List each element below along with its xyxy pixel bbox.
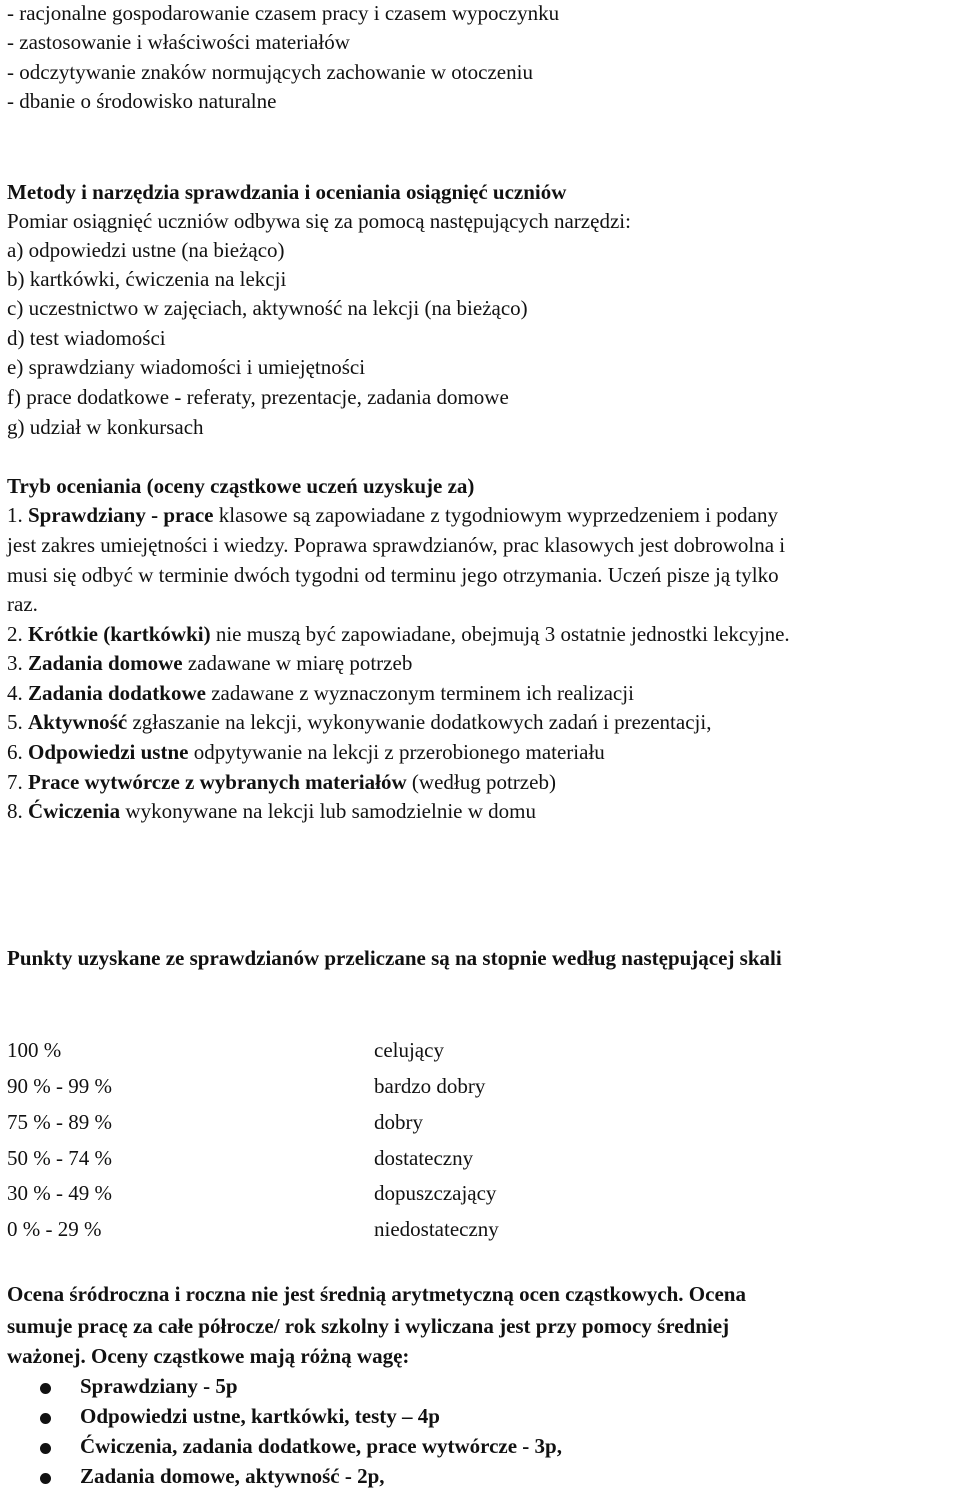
grading-item-title: Krótkie (kartkówki) [28, 622, 211, 646]
grading-item-1-cont: raz. [7, 592, 38, 616]
grading-item [7, 739, 605, 765]
methods-item: b) kartkówki, ćwiczenia na lekcji [7, 267, 287, 291]
weight-list-text: Sprawdziany - 5p [80, 1374, 238, 1398]
grading-item-text: zgłaszanie na lekcji, wykonywanie dodatkowych zadań i prezentacji, [127, 710, 712, 734]
grading-item-title: Sprawdziany - prace [28, 503, 214, 527]
scale-range: 100 % [7, 1038, 62, 1062]
intro-item: - odczytywanie znaków normujących zachowanie w otoczeniu [7, 60, 533, 84]
weights-paragraph-line: sumuje pracę za całe półrocze/ rok szkolny i wyliczana jest przy pomocy średniej [7, 1314, 730, 1338]
grading-item-number: 4. [7, 681, 28, 705]
grading-item-number: 5. [7, 710, 28, 734]
scale-row [0, 1074, 960, 1104]
scale-range: 0 % - 29 % [7, 1217, 102, 1241]
scale-range: 50 % - 74 % [7, 1146, 112, 1170]
scale-row [0, 1217, 960, 1247]
scale-range: 90 % - 99 % [7, 1074, 112, 1098]
methods-item: a) odpowiedzi ustne (na bieżąco) [7, 238, 285, 262]
bullet-icon [40, 1473, 51, 1484]
weight-list-item [0, 1374, 960, 1402]
methods-item: f) prace dodatkowe - referaty, prezentacje, zadania domowe [7, 385, 509, 409]
scale-range: 75 % - 89 % [7, 1110, 112, 1134]
scale-grade: niedostateczny [374, 1217, 499, 1241]
grading-item-number: 8. [7, 799, 28, 823]
grading-item-text: zadawane w miarę potrzeb [182, 651, 413, 675]
weight-list-text: Zadania domowe, aktywność - 2p, [80, 1464, 385, 1488]
methods-item: d) test wiadomości [7, 326, 166, 350]
bullet-icon [40, 1443, 51, 1454]
grading-heading: Tryb oceniania (oceny cząstkowe uczeń uzyskuje za) [7, 474, 475, 498]
grading-item [7, 769, 556, 795]
scale-row [0, 1146, 960, 1176]
methods-item: e) sprawdziany wiadomości i umiejętności [7, 355, 366, 379]
grading-item-text: wykonywane na lekcji lub samodzielnie w domu [120, 799, 536, 823]
bullet-icon [40, 1413, 51, 1424]
intro-item: - zastosowanie i właściwości materiałów [7, 30, 350, 54]
weight-list-text: Ćwiczenia, zadania dodatkowe, prace wytwórcze - 3p, [80, 1434, 562, 1458]
grading-item-1-cont: jest zakres umiejętności i wiedzy. Poprawa sprawdzianów, prac klasowych jest dobrowolna i [7, 533, 786, 557]
grading-item-title: Zadania dodatkowe [28, 681, 206, 705]
weights-paragraph-line: ważonej. Oceny cząstkowe mają różną wagę: [7, 1344, 410, 1368]
grading-item-text: (według potrzeb) [406, 770, 556, 794]
weight-list-text: Odpowiedzi ustne, kartkówki, testy – 4p [80, 1404, 440, 1428]
grading-item [7, 798, 536, 824]
grading-item [7, 680, 634, 706]
scale-row [0, 1038, 960, 1068]
scale-heading: Punkty uzyskane ze sprawdzianów przeliczane są na stopnie według następującej skali [7, 946, 782, 970]
grading-item-number: 1. [7, 503, 28, 527]
scale-row [0, 1110, 960, 1140]
grading-item-title: Prace wytwórcze z wybranych materiałów [28, 770, 407, 794]
scale-row [0, 1181, 960, 1211]
scale-range: 30 % - 49 % [7, 1181, 112, 1205]
grading-item-text: klasowe są zapowiadane z tygodniowym wyprzedzeniem i podany [213, 503, 778, 527]
weight-list-item [0, 1434, 960, 1462]
scale-grade: bardzo dobry [374, 1074, 486, 1098]
intro-item: - dbanie o środowisko naturalne [7, 89, 277, 113]
scale-grade: dostateczny [374, 1146, 474, 1170]
methods-heading: Metody i narzędzia sprawdzania i oceniania osiągnięć uczniów [7, 180, 567, 204]
methods-item: c) uczestnictwo w zajęciach, aktywność na lekcji (na bieżąco) [7, 296, 528, 320]
grading-item-text: odpytywanie na lekcji z przerobionego materiału [188, 740, 605, 764]
scale-grade: dopuszczający [374, 1181, 497, 1205]
grading-item-title: Aktywność [28, 710, 128, 734]
grading-item-number: 6. [7, 740, 28, 764]
scale-grade: celujący [374, 1038, 444, 1062]
grading-item-title: Odpowiedzi ustne [28, 740, 189, 764]
grading-item-number: 7. [7, 770, 28, 794]
grading-item [7, 650, 412, 676]
grading-item-number: 2. [7, 622, 28, 646]
grading-item-title: Zadania domowe [28, 651, 183, 675]
intro-item: - racjonalne gospodarowanie czasem pracy i czasem wypoczynku [7, 1, 560, 25]
grading-item-1 [7, 502, 778, 528]
grading-item-text: nie muszą być zapowiadane, obejmują 3 ostatnie jednostki lekcyjne. [210, 622, 790, 646]
bullet-icon [40, 1383, 51, 1394]
scale-grade: dobry [374, 1110, 423, 1134]
grading-item [7, 709, 711, 735]
methods-item: g) udział w konkursach [7, 415, 204, 439]
weight-list-item [0, 1464, 960, 1492]
grading-item-text: zadawane z wyznaczonym terminem ich realizacji [205, 681, 634, 705]
weight-list-item [0, 1404, 960, 1432]
weights-paragraph-line: Ocena śródroczna i roczna nie jest średnią arytmetyczną ocen cząstkowych. Ocena [7, 1282, 746, 1306]
grading-item-1-cont: musi się odbyć w terminie dwóch tygodni od terminu jego otrzymania. Uczeń pisze ją tylko [7, 563, 779, 587]
grading-item-number: 3. [7, 651, 28, 675]
grading-item-title: Ćwiczenia [28, 799, 121, 823]
methods-intro: Pomiar osiągnięć uczniów odbywa się za pomocą następujących narzędzi: [7, 209, 631, 233]
grading-item [7, 621, 790, 647]
